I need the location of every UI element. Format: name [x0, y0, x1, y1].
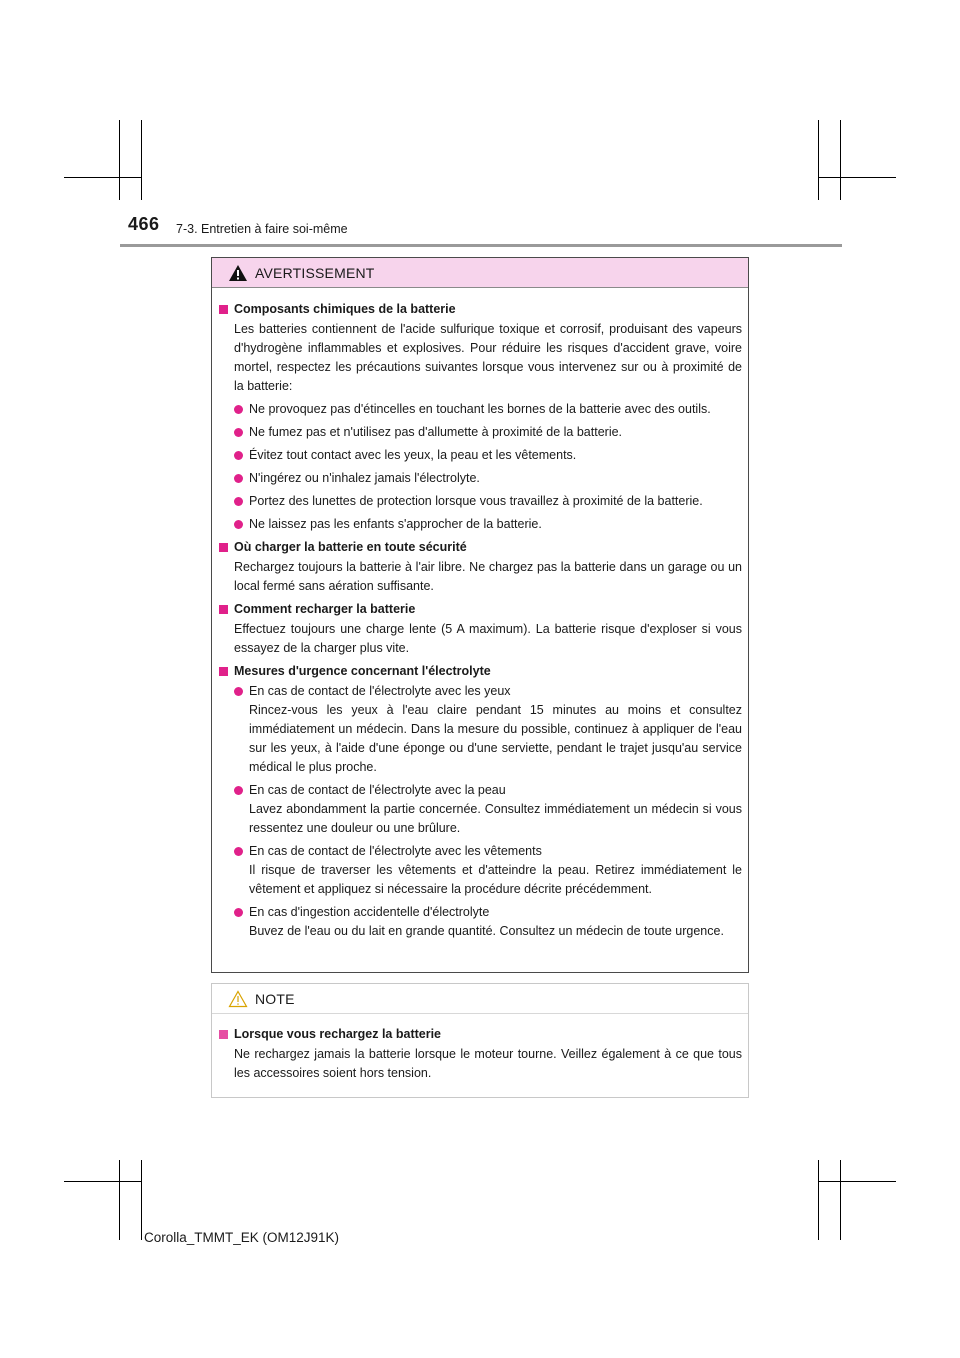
- crop-mark: [141, 120, 142, 200]
- crop-mark: [840, 120, 841, 200]
- section-heading-text: Où charger la batterie en toute sécurité: [234, 540, 467, 554]
- crop-mark: [141, 1160, 142, 1240]
- round-bullet-icon: [234, 687, 243, 696]
- warning-section: [219, 600, 742, 658]
- round-bullet-icon: [234, 847, 243, 856]
- list-item: [219, 903, 742, 941]
- list-item-title: En cas d'ingestion accidentelle d'électrolyte: [249, 905, 490, 919]
- warning-section: [219, 300, 742, 534]
- list-item: [219, 446, 742, 465]
- list-item: [219, 492, 742, 511]
- list-item-text: Buvez de l'eau ou du lait en grande quantité. Consultez un médecin de toute urgence.: [249, 924, 724, 938]
- note-box: [211, 983, 749, 1098]
- crop-mark: [818, 1181, 896, 1182]
- warning-box-body: [212, 288, 748, 941]
- list-item: [219, 781, 742, 838]
- section-title: 7-3. Entretien à faire soi-même: [176, 222, 348, 236]
- warning-section: [219, 662, 742, 941]
- list-item-text: Ne fumez pas et n'utilisez pas d'allumette à proximité de la batterie.: [249, 425, 623, 439]
- note-box-header: [212, 984, 748, 1014]
- list-item-title: En cas de contact de l'électrolyte avec les vêtements: [249, 844, 542, 858]
- list-item-text: Portez des lunettes de protection lorsque vous travaillez à proximité de la batterie.: [249, 494, 703, 508]
- list-item: [219, 469, 742, 488]
- section-heading-text: Mesures d'urgence concernant l'électrolyte: [234, 664, 491, 678]
- section-text: Ne rechargez jamais la batterie lorsque le moteur tourne. Veillez également à ce que tous les accessoires soient hors tension.: [234, 1047, 742, 1080]
- list-item-title: En cas de contact de l'électrolyte avec les yeux: [249, 684, 511, 698]
- square-bullet-icon: [219, 667, 228, 676]
- round-bullet-icon: [234, 451, 243, 460]
- warning-triangle-icon: [228, 264, 248, 282]
- list-item-title: En cas de contact de l'électrolyte avec la peau: [249, 783, 506, 797]
- crop-mark: [64, 177, 142, 178]
- section-heading: [219, 300, 742, 319]
- list-item: [219, 682, 742, 777]
- page-number: 466: [128, 214, 160, 234]
- round-bullet-icon: [234, 520, 243, 529]
- note-box-body: [212, 1014, 748, 1083]
- crop-mark: [119, 1160, 120, 1240]
- section-heading-text: Composants chimiques de la batterie: [234, 302, 456, 316]
- list-item-text: Ne laissez pas les enfants s'approcher de la batterie.: [249, 517, 542, 531]
- crop-mark: [840, 1160, 841, 1240]
- list-item: [219, 400, 742, 419]
- warning-section: [219, 538, 742, 596]
- round-bullet-icon: [234, 474, 243, 483]
- warning-box-title: AVERTISSEMENT: [255, 264, 375, 281]
- section-text: Effectuez toujours une charge lente (5 A maximum). La batterie risque d'exploser si vous essayez de la charger plus vite.: [234, 622, 742, 655]
- section-heading-text: Comment recharger la batterie: [234, 602, 416, 616]
- warning-box: [211, 257, 749, 973]
- crop-mark: [818, 1160, 819, 1240]
- square-bullet-icon: [219, 1030, 228, 1039]
- list-item: [219, 423, 742, 442]
- list-item-text: Lavez abondamment la partie concernée. Consultez immédiatement un médecin si vous ressentez une douleur ou une brûlure.: [249, 802, 742, 835]
- crop-mark: [818, 177, 896, 178]
- round-bullet-icon: [234, 908, 243, 917]
- footer-text: Corolla_TMMT_EK (OM12J91K): [144, 1230, 340, 1245]
- warning-box-header: [212, 258, 748, 288]
- section-heading: [219, 1025, 742, 1044]
- list-item-text: Évitez tout contact avec les yeux, la peau et les vêtements.: [249, 448, 577, 462]
- round-bullet-icon: [234, 405, 243, 414]
- crop-mark: [64, 1181, 142, 1182]
- section-heading-text: Lorsque vous rechargez la batterie: [234, 1027, 442, 1041]
- round-bullet-icon: [234, 428, 243, 437]
- header-divider: [120, 244, 842, 247]
- list-item: [219, 515, 742, 534]
- section-text: Rechargez toujours la batterie à l'air libre. Ne chargez pas la batterie dans un garage ou un local fermé sans aération suffisante.: [234, 560, 742, 593]
- crop-mark: [818, 120, 819, 200]
- caution-triangle-outline-icon: [228, 990, 248, 1008]
- list-item-text: N'ingérez ou n'inhalez jamais l'électrolyte.: [249, 471, 480, 485]
- section-heading: [219, 600, 742, 619]
- crop-mark: [119, 120, 120, 200]
- list-item-text: Il risque de traverser les vêtements et d'atteindre la peau. Retirez immédiatement le vêtement et appliquez si nécessaire la procédure décrite précédemment.: [249, 863, 742, 896]
- square-bullet-icon: [219, 305, 228, 314]
- square-bullet-icon: [219, 543, 228, 552]
- section-text: Les batteries contiennent de l'acide sulfurique toxique et corrosif, produisant des vapeurs d'hydrogène inflammables et explosives. Pour réduire les risques d'accident grave, voire mortel, respectez les précautions suivantes lorsque vous intervenez sur ou à proximité de la batterie:: [234, 322, 742, 393]
- list-item: [219, 842, 742, 899]
- list-item-text: Rincez-vous les yeux à l'eau claire pendant 15 minutes au moins et consultez immédiatement un médecin. Dans la mesure du possible, continuez à appliquer de l'eau sur les yeux, à l'aide d'une éponge ou d'une serviette, pendant le trajet jusqu'au service médical le plus proche.: [249, 703, 742, 774]
- section-heading: [219, 662, 742, 681]
- round-bullet-icon: [234, 786, 243, 795]
- square-bullet-icon: [219, 605, 228, 614]
- note-box-title: NOTE: [255, 990, 295, 1007]
- section-heading: [219, 538, 742, 557]
- list-item-text: Ne provoquez pas d'étincelles en touchant les bornes de la batterie avec des outils.: [249, 402, 711, 416]
- round-bullet-icon: [234, 497, 243, 506]
